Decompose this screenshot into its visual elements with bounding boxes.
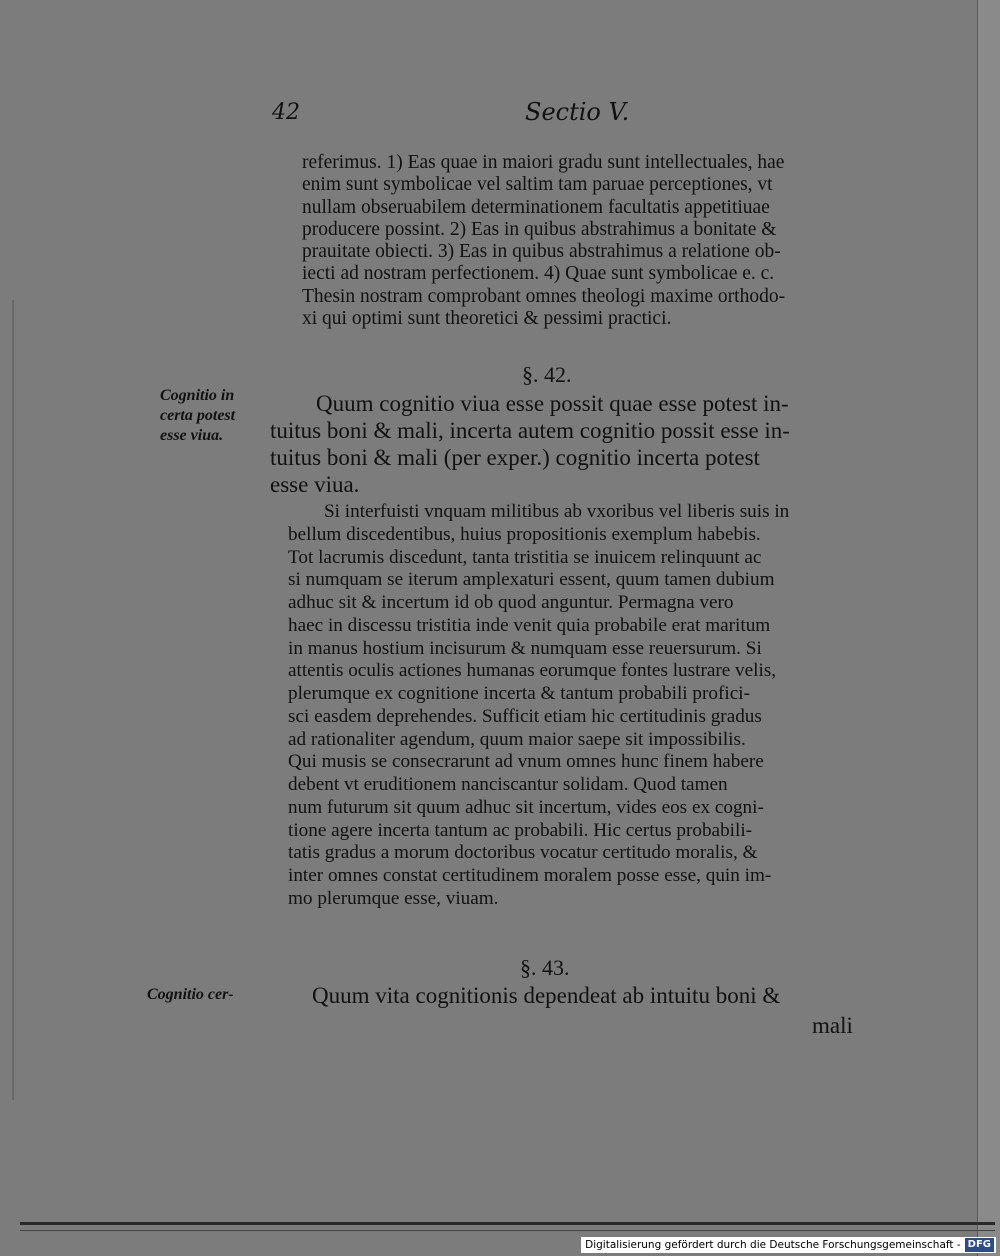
text-line: sci easdem deprehendes. Sufficit etiam hic certitudinis gradus: [288, 705, 762, 727]
margin-note-line: certa potest: [160, 407, 236, 424]
text-line: Thesin nostram comprobant omnes theologi maxime orthodo-: [302, 285, 786, 307]
page-edge-left: [12, 300, 14, 1100]
text-line: si numquam se iterum amplexaturi essent, quum tamen dubium: [288, 569, 775, 591]
text-line: Tot lacrumis discedunt, tanta tristitia se inuicem relinquunt ac: [288, 546, 762, 568]
text-line: Qui musis se consecrarunt ad vnum omnes hunc finem habere: [288, 751, 764, 773]
text-line: haec in discessu tristitia inde venit quia probabile erat maritum: [288, 614, 771, 636]
funding-footer: [581, 1237, 996, 1253]
text-line: xi qui optimi sunt theoretici & pessimi practici.: [302, 308, 672, 330]
margin-note-line: Cognitio in: [160, 387, 235, 404]
text-line: prauitate obiecti. 3) Eas in quibus abstrahimus a relatione ob-: [302, 241, 781, 263]
page-bottom-edge-line: [20, 1230, 995, 1231]
text-line: num futurum sit quum adhuc sit incertum, vides eos ex cogni-: [288, 796, 764, 818]
text-line: tuitus boni & mali, incerta autem cognitio possit esse in-: [270, 418, 790, 443]
text-line: iecti ad nostram perfectionem. 4) Quae sunt symbolicae e. c.: [302, 263, 775, 285]
page-number: 42: [272, 100, 300, 125]
text-line: mo plerumque esse, viuam.: [288, 887, 499, 909]
text-line: producere possint. 2) Eas in quibus abstrahimus a bonitate &: [302, 218, 777, 240]
commentary-42: [288, 501, 789, 911]
dfg-logo: DFG: [965, 1238, 994, 1252]
text-line: tione agere incerta tantum ac probabili. Hic certus probabili-: [288, 819, 753, 841]
text-line: Quum cognitio viua esse possit quae esse potest in-: [316, 391, 789, 416]
text-line: in manus hostium incisurum & numquam esse reuersurum. Si: [288, 637, 762, 659]
text-line: attentis oculis actiones humanas eorumque fontes lustrare velis,: [288, 660, 777, 682]
top-paragraph: [302, 152, 785, 330]
thesis-42: [270, 390, 790, 498]
text-line: debent vt eruditionem nanciscantur solidam. Quod tamen: [288, 774, 728, 795]
running-title: Sectio V.: [525, 98, 630, 126]
catchword: mali: [812, 1013, 853, 1038]
footer-text: Digitalisierung gefördert durch die Deutsche Forschungsgemeinschaft -: [585, 1239, 961, 1251]
text-line: Si interfuisti vnquam militibus ab vxoribus vel liberis suis in: [324, 501, 790, 522]
section-mark-42: §. 42.: [522, 362, 572, 387]
margin-note-42: [160, 386, 235, 446]
margin-note-43: Cognitio cer-: [147, 986, 234, 1003]
thesis-43: [312, 982, 780, 1009]
text-line: tuitus boni & mali (per exper.) cognitio incerta potest: [270, 445, 760, 470]
text-line: nullam obseruabilem determinationem facultatis appetitiuae: [302, 196, 770, 218]
page-edge-right: [977, 0, 1000, 1256]
margin-note-line: esse viua.: [160, 427, 224, 444]
page-bottom-edge: [20, 1222, 995, 1225]
text-line: referimus. 1) Eas quae in maiori gradu sunt intellectuales, hae: [302, 152, 785, 173]
text-line: enim sunt symbolicae vel saltim tam paruae perceptiones, vt: [302, 174, 773, 196]
section-mark-43: §. 43.: [520, 955, 570, 980]
text-line: plerumque ex cognitione incerta & tantum probabili profici-: [288, 683, 750, 704]
text-line: esse viua.: [270, 472, 360, 497]
text-line: bellum discedentibus, huius propositionis exemplum habebis.: [288, 523, 761, 545]
text-line: adhuc sit & incertum id ob quod anguntur. Permagna vero: [288, 592, 734, 613]
text-line: ad rationaliter agendum, quum maior saepe sit impossibilis.: [288, 728, 746, 750]
text-line: inter omnes constat certitudinem moralem posse esse, quin im-: [288, 865, 772, 886]
text-line: tatis gradus a morum doctoribus vocatur certitudo moralis, &: [288, 842, 758, 864]
text-line: Quum vita cognitionis dependeat ab intuitu boni &: [312, 983, 781, 1008]
